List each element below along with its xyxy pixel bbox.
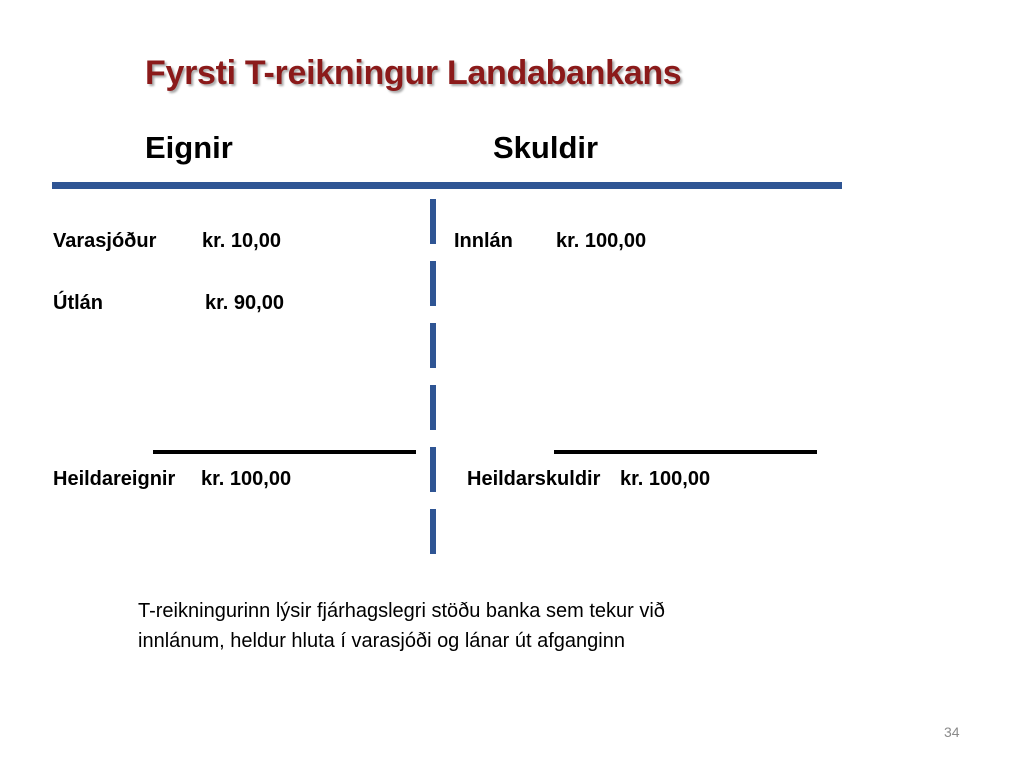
liabilities-total-amount: kr. 100,00 [620,468,711,490]
note-line: innlánum, heldur hluta í varasjóði og lánar út afganginn [138,630,625,652]
assets-heading: Eignir [145,130,233,165]
liabilities-total-label: Heildarskuldir [467,468,601,490]
liability-amount: kr. 100,00 [556,230,647,252]
liabilities-heading: Skuldir [493,130,599,165]
slide-title: Fyrsti T-reikningur Landabankans [145,54,682,92]
assets-total-amount: kr. 100,00 [201,468,292,490]
assets-total-rule [153,450,416,454]
liability-label: Innlán [454,230,513,252]
note-line: T-reikningurinn lýsir fjárhagslegri stöðu banka sem tekur við [138,600,665,622]
page-number: 34 [944,724,960,740]
asset-label: Útlán [53,292,103,314]
t-account-horizontal-line [52,182,842,189]
asset-amount: kr. 10,00 [202,230,281,252]
asset-label: Varasjóður [53,230,157,252]
liabilities-total-rule [554,450,817,454]
asset-amount: kr. 90,00 [205,292,284,314]
assets-total-label: Heildareignir [53,468,176,490]
explanation-note [138,596,838,656]
